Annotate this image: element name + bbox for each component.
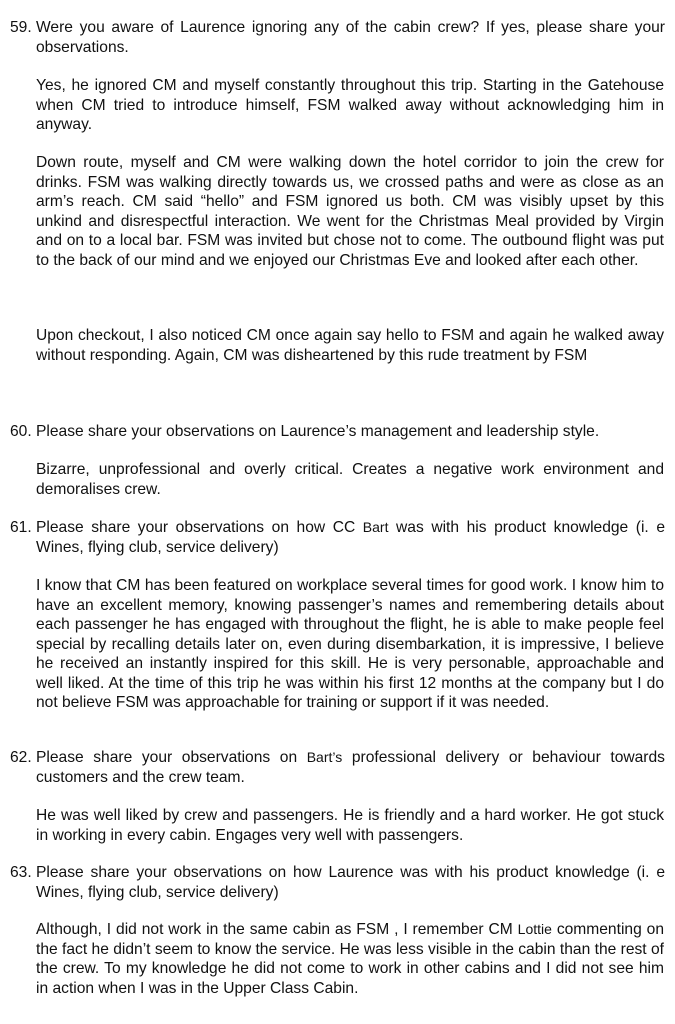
crew-name: Lottie bbox=[517, 921, 552, 937]
answer-59-para-3: Upon checkout, I also noticed CM once again say hello to FSM and again he walked away without responding. Again, CM was disheartened by this rude treatment by FSM bbox=[36, 327, 664, 364]
answer-59-para-1: Yes, he ignored CM and myself constantly throughout this trip. Starting in the Gatehouse when CM tried to introduce himself, FSM walked away without acknowledging him in anyway. bbox=[36, 77, 664, 133]
question-number: 62. bbox=[10, 749, 32, 766]
answer-59-para-2: Down route, myself and CM were walking down the hotel corridor to join the crew for drinks. FSM was walking directly towards us, we crossed paths and were as close as an arm’s reach. CM said “hello” and FSM ignored us both. CM was visibly upset by this unkind and disrespectful interaction. We went for the Christmas Meal provided by Virgin and on to a local bar. FSM was invited but chose not to come. The outbound flight was put to the back of our mind and we enjoyed our Christmas Eve and looked after each other. bbox=[36, 154, 664, 269]
question-text: Please share your observations on Bart’s professional delivery or behaviour towards customers and the crew team. bbox=[36, 749, 665, 786]
question-text: Please share your observations on how CC Bart was with his product knowledge (i. e Wines, flying club, service delivery) bbox=[36, 519, 665, 556]
crew-name: Bart’s bbox=[306, 749, 343, 765]
question-59 bbox=[10, 18, 665, 57]
question-63 bbox=[10, 863, 665, 902]
answer-61: I know that CM has been featured on workplace several times for good work. I know him to have an excellent memory, knowing passenger’s names and remembering details about each passenger he has engaged with throughout the flight, he is able to make people feel special by recalling details later on, even during disembarkation, it is impressive, I believe he received an instantly inspired for this skill. He is very personable, approachable and well liked. At the time of this trip he was within his first 12 months at the company but I do not believe FSM was approachable for training or support if it was needed. bbox=[36, 577, 664, 711]
crew-name: Bart bbox=[362, 519, 389, 535]
question-text: Were you aware of Laurence ignoring any of the cabin crew? If yes, please share your observations. bbox=[36, 19, 665, 56]
answer-62: He was well liked by crew and passengers. He is friendly and a hard worker. He got stuck in working in every cabin. Engages very well with passengers. bbox=[36, 807, 664, 844]
question-number: 61. bbox=[10, 519, 32, 536]
question-text: Please share your observations on Laurence’s management and leadership style. bbox=[36, 423, 600, 440]
question-number: 60. bbox=[10, 423, 32, 440]
question-60 bbox=[10, 422, 665, 442]
question-61 bbox=[10, 518, 665, 557]
question-number: 59. bbox=[10, 19, 32, 36]
question-62 bbox=[10, 748, 665, 787]
question-number: 63. bbox=[10, 864, 32, 881]
question-text: Please share your observations on how Laurence was with his product knowledge (i. e Wines, flying club, service delivery) bbox=[36, 864, 665, 901]
answer-60: Bizarre, unprofessional and overly critical. Creates a negative work environment and demoralises crew. bbox=[36, 461, 664, 498]
answer-63: Although, I did not work in the same cabin as FSM , I remember CM Lottie commenting on the fact he didn’t seem to know the service. He was less visible in the cabin than the rest of the crew. To my knowledge he did not come to work in other cabins and I did not see him in action when I was in the Upper Class Cabin. bbox=[36, 921, 664, 997]
